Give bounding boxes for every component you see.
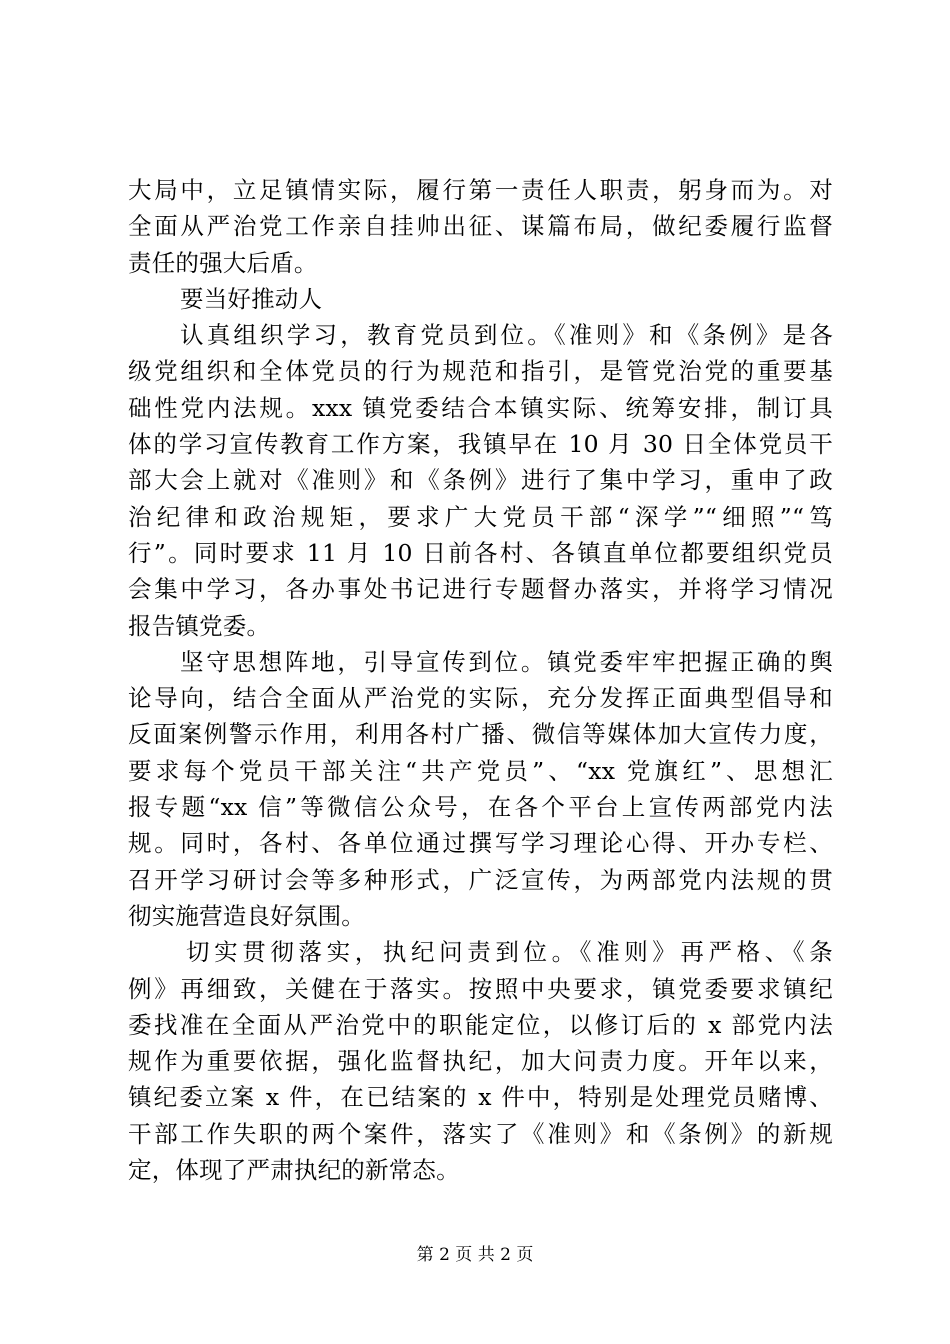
text-line: 规作为重要依据，强化监督执纪，加大问责力度。开年以来，: [128, 1047, 833, 1076]
text-line: 部大会上就对《准则》和《条例》进行了集中学习，重申了政: [128, 466, 833, 495]
text-line: 础性党内法规。xxx 镇党委结合本镇实际、统筹安排，制订具: [128, 393, 833, 422]
text-line: 委找准在全面从严治党中的职能定位，以修订后的 x 部党内法: [128, 1010, 833, 1039]
text-line: 责任的强大后盾。: [128, 248, 318, 277]
text-line: 论导向，结合全面从严治党的实际，充分发挥正面典型倡导和: [128, 684, 833, 713]
text-line: 要求每个党员干部关注“共产党员”、“xx 党旗红”、思想汇: [128, 756, 833, 785]
text-line: 大局中，立足镇情实际，履行第一责任人职责，躬身而为。对: [128, 176, 833, 204]
text-line: 报告镇党委。: [128, 611, 271, 640]
text-line: 彻实施营造良好氛围。: [128, 901, 365, 930]
text-line: 召开学习研讨会等多种形式，广泛宣传，为两部党内法规的贯: [128, 865, 833, 894]
text-line: 切实贯彻落实，执纪问责到位。《准则》再严格、《条: [186, 938, 833, 967]
section-heading: 要当好推动人: [180, 284, 323, 313]
text-line: 干部工作失职的两个案件，落实了《准则》和《条例》的新规: [128, 1119, 833, 1148]
text-line: 级党组织和全体党员的行为规范和指引，是管党治党的重要基: [128, 357, 833, 386]
text-line: 规。同时，各村、各单位通过撰写学习理论心得、开办专栏、: [128, 829, 833, 858]
text-line: 会集中学习，各办事处书记进行专题督办落实，并将学习情况: [128, 575, 833, 604]
text-line: 认真组织学习，教育党员到位。《准则》和《条例》是各: [180, 321, 833, 350]
text-line: 治纪律和政治规矩，要求广大党员干部“深学”“细照”“笃: [128, 502, 833, 531]
text-line: 定，体现了严肃执纪的新常态。: [128, 1156, 460, 1185]
document-body: [128, 172, 833, 1188]
text-line: 体的学习宣传教育工作方案，我镇早在 10 月 30 日全体党员干: [128, 430, 833, 459]
page-footer: 第 2 页 共 2 页: [416, 1245, 534, 1265]
text-line: 反面案例警示作用，利用各村广播、微信等媒体加大宣传力度，: [128, 720, 833, 749]
text-line: 报专题“xx 信”等微信公众号，在各个平台上宣传两部党内法: [128, 793, 833, 822]
text-line: 坚守思想阵地，引导宣传到位。镇党委牢牢把握正确的舆: [180, 647, 833, 676]
text-line: 行”。同时要求 11 月 10 日前各村、各镇直单位都要组织党员: [128, 538, 833, 567]
text-line: 例》再细致，关健在于落实。按照中央要求，镇党委要求镇纪: [128, 974, 833, 1003]
text-line: 镇纪委立案 x 件，在已结案的 x 件中，特别是处理党员赌博、: [128, 1083, 833, 1112]
text-line: 全面从严治党工作亲自挂帅出征、谋篇布局，做纪委履行监督: [128, 212, 833, 241]
